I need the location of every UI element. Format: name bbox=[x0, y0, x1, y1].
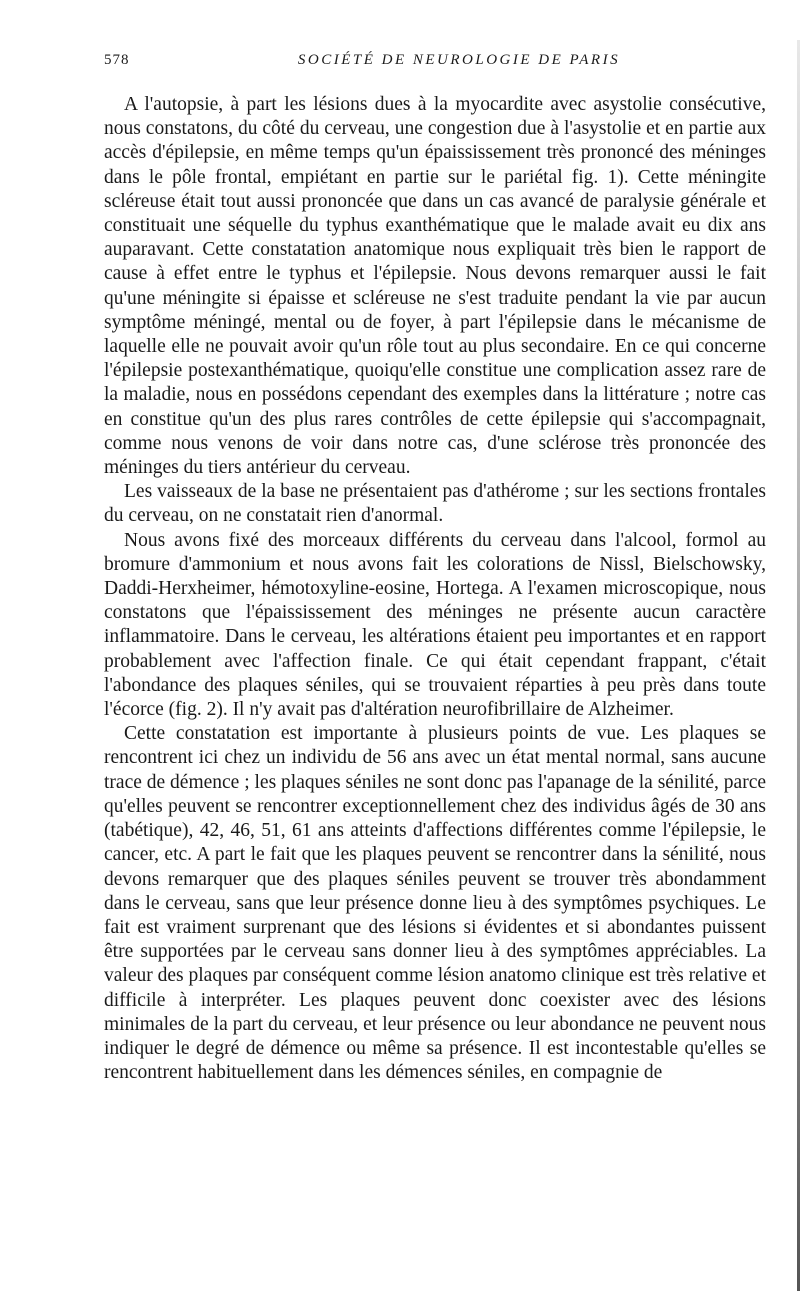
paragraph-senile-plaques: Cette constatation est importante à plusieurs points de vue. Les plaques se rencontrent ici chez un individu de 56 ans avec un état mental normal, sans aucune trace de démence ; les plaques séniles ne sont donc pas l'apanage de la sénilité, parce qu'elles peuvent se rencontrer exceptionnellement chez des individus âgés de 30 ans (tabétique), 42, 46, 51, 61 ans atteints d'affections différentes comme l'épilepsie, le cancer, etc. A part le fait que les plaques peuvent se rencontrer dans la sénilité, nous devons remarquer que des plaques séniles peuvent se trouver très abondamment dans le cerveau, sans que leur présence donne lieu à des symptômes psychiques. Le fait est vraiment surprenant que des lésions si évidentes et si abondantes puissent être supportées par le cerveau sans donner lieu à des symptômes appréciables. La valeur des plaques par conséquent comme lésion anatomo clinique est très relative et difficile à interpréter. Les plaques peuvent donc coexister avec des lésions minimales de la part du cerveau, et leur présence ou leur abondance ne peuvent nous indiquer le degré de démence ou même sa présence. Il est incontestable qu'elles se rencontrent habituellement dans les démences séniles, en compagnie de bbox=[104, 723, 766, 1084]
paragraph-vessels: Les vaisseaux de la base ne présentaient pas d'athérome ; sur les sections frontales du cerveau, on ne constatait rien d'anormal. bbox=[104, 481, 766, 527]
page-number: 578 bbox=[104, 52, 130, 68]
paragraph-microscopy: Nous avons fixé des morceaux différents du cerveau dans l'alcool, formol au bromure d'ammonium et nous avons fait les colorations de Nissl, Bielschowsky, Daddi-Herxheimer, hémotoxyline-eosine, Hortega. A l'examen microscopique, nous constatons que l'épaississement des méninges ne présente aucun caractère inflammatoire. Dans le cerveau, les altérations étaient peu importantes et en rapport probablement avec l'affection finale. Ce qui était cependant frappant, c'était l'abondance des plaques séniles, qui se trouvaient réparties à peu près dans toute l'écorce (fig. 2). Il n'y avait pas d'altération neurofibrillaire de Alzheimer. bbox=[104, 529, 766, 721]
running-title: SOCIÉTÉ DE NEUROLOGIE DE PARIS bbox=[297, 52, 621, 68]
paragraph-autopsy: A l'autopsie, à part les lésions dues à la myocardite avec asystolie consécutive, nous constatons, du côté du cerveau, une congestion due à l'asystolie et en partie aux accès d'épilepsie, en même temps qu'un épaississement très prononcé des méninges dans le pôle frontal, empiétant en partie sur le pariétal fig. 1). Cette méningite scléreuse était tout aussi prononcée que dans un cas avancé de paralysie générale et constituait une séquelle du typhus exanthématique que le malade avait eu dix ans auparavant. Cette constatation anatomique nous expliquait très bien le rapport de cause à effet entre le typhus et l'épilepsie. Nous devons remarquer aussi le fait qu'une méningite si épaisse et scléreuse ne s'est traduite pendant la vie par aucun symptôme méningé, mental ou de foyer, à part l'épilepsie dans le mécanisme de laquelle elle ne pouvait avoir qu'un rôle tout au plus secondaire. En ce qui concerne l'épilepsie postexanthématique, quoiqu'elle constitue une complication assez rare de la maladie, nous en possédons cependant des exemples dans la littérature ; notre cas en constitue qu'un des plus rares contrôles de cette épilepsie qui s'accompagnait, comme nous venons de voir dans notre cas, d'une sclérose très prononcée des méninges du tiers antérieur du cerveau. bbox=[104, 94, 766, 479]
body-text bbox=[104, 93, 766, 1085]
page-header bbox=[104, 52, 774, 76]
